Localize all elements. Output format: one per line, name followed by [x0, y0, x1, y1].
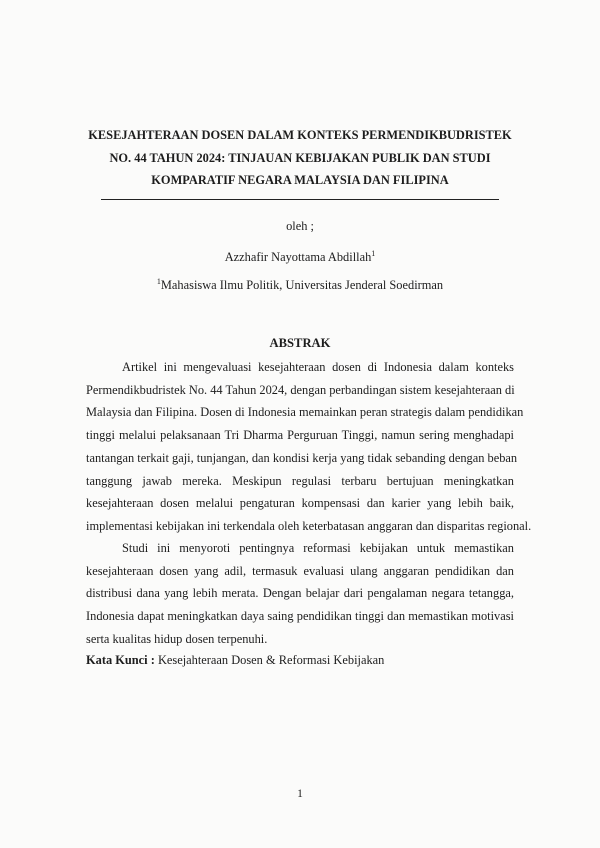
text-line: tantangan terkait gaji, tunjangan, dan kondisi kerja yang tidak sebanding dengan beban: [86, 450, 518, 465]
title-divider: [101, 199, 499, 200]
keywords-text: Kesejahteraan Dosen & Reformasi Kebijakan: [157, 653, 385, 667]
keywords: [86, 652, 526, 668]
affiliation-superscript: 1: [156, 277, 161, 286]
text-line: tinggi melalui pelaksanaan Tri Dharma Perguruan Tinggi, namun sering menghadapi: [86, 428, 514, 443]
keywords-label: Kata Kunci :: [86, 653, 155, 667]
author-name-text: Azzhafir Nayottama Abdillah: [224, 250, 372, 264]
text-line: Permendikbudristek No. 44 Tahun 2024, dengan perbandingan sistem kesejahteraan di: [86, 382, 515, 397]
text-line: kesejahteraan dosen melalui pengaturan kompensasi dan karier yang lebih baik,: [86, 496, 514, 511]
abstract-heading: ABSTRAK: [269, 336, 331, 350]
text-line: distribusi dana yang lebih merata. Dengan belajar dari pengalaman negara tetangga,: [86, 586, 514, 601]
page-number: 1: [297, 788, 303, 800]
author-superscript: 1: [371, 249, 376, 258]
text-line: tanggung jawab mereka. Meskipun regulasi terbaru bertujuan meningkatkan: [86, 473, 514, 488]
title-line: NO. 44 TAHUN 2024: TINJAUAN KEBIJAKAN PUBLIK DAN STUDI: [109, 150, 491, 165]
title-line: KESEJAHTERAAN DOSEN DALAM KONTEKS PERMENDIKBUDRISTEK: [88, 128, 512, 142]
author-affiliation: [0, 277, 600, 293]
affiliation-text: Mahasiswa Ilmu Politik, Universitas Jenderal Soedirman: [160, 278, 444, 292]
text-line: kesejahteraan dosen yang adil, termasuk evaluasi ulang anggaran pendidikan dan: [86, 563, 514, 578]
abstract-paragraph-2: [86, 537, 514, 651]
paper-title: [70, 124, 530, 192]
text-line: Studi ini menyoroti pentingnya reformasi kebijakan untuk memastikan: [122, 541, 514, 555]
text-line: Artikel ini mengevaluasi kesejahteraan dosen di Indonesia dalam konteks: [122, 360, 514, 374]
byline: oleh ;: [286, 219, 314, 233]
text-line: serta kualitas hidup dosen terpenuhi.: [86, 631, 268, 646]
abstract-paragraph-1: [86, 356, 532, 538]
text-line: Malaysia dan Filipina. Dosen di Indonesia memainkan peran strategis dalam pendidikan: [86, 405, 524, 420]
text-line: Indonesia dapat meningkatkan daya saing pendidikan tinggi dan memastikan motivasi: [86, 609, 514, 624]
text-line: implementasi kebijakan ini terkendala oleh keterbatasan anggaran dan disparitas regional.: [86, 518, 532, 533]
author-name: [0, 249, 600, 265]
title-line: KOMPARATIF NEGARA MALAYSIA DAN FILIPINA: [151, 173, 449, 187]
